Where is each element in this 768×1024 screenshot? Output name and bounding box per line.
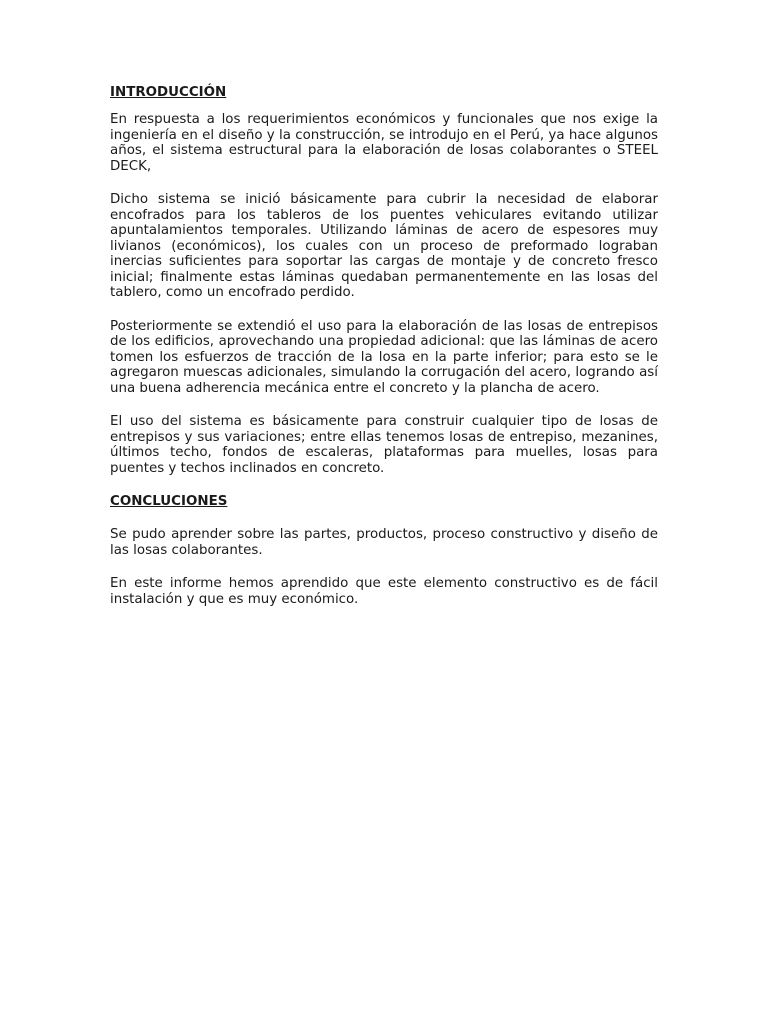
introduction-paragraph-2: Dicho sistema se inició básicamente para cubrir la necesidad de elaborar encofrados para los tableros de los puentes vehiculares evitando utilizar apuntalamientos temporales. Utilizando láminas de acero de espesores muy livianos (económicos), los cuales con un proceso de preformado lograban inercias suficientes para soportar las cargas de montaje y de concreto fresco inicial; finalmente estas láminas quedaban permanentemente en las losas del tablero, como un encofrado perdido. xyxy=(110,192,658,300)
conclusions-paragraph-2: En este informe hemos aprendido que este elemento constructivo es de fácil instalación y que es muy económico. xyxy=(110,576,658,607)
introduction-paragraph-1: En respuesta a los requerimientos económicos y funcionales que nos exige la ingeniería en el diseño y la construcción, se introdujo en el Perú, ya hace algunos años, el sistema estructural para la elaboración de losas colaborantes o STEEL DECK, xyxy=(110,112,658,174)
conclusions-paragraph-1: Se pudo aprender sobre las partes, productos, proceso constructivo y diseño de las losas colaborantes. xyxy=(110,527,658,558)
introduction-paragraph-4: El uso del sistema es básicamente para construir cualquier tipo de losas de entrepisos y sus variaciones; entre ellas tenemos losas de entrepiso, mezanines, últimos techo, fondos de escaleras, plataformas para muelles, losas para puentes y techos inclinados en concreto. xyxy=(110,414,658,476)
conclusions-heading: CONCLUCIONES xyxy=(110,494,228,509)
document-page xyxy=(110,84,658,607)
introduction-heading: INTRODUCCIÓN xyxy=(110,85,227,100)
introduction-paragraph-3: Posteriormente se extendió el uso para la elaboración de las losas de entrepisos de los edificios, aprovechando una propiedad adicional: que las láminas de acero tomen los esfuerzos de tracción de la losa en la parte inferior; para esto se le agregaron muescas adicionales, simulando la corrugación del acero, logrando así una buena adherencia mecánica entre el concreto y la plancha de acero. xyxy=(110,318,658,396)
